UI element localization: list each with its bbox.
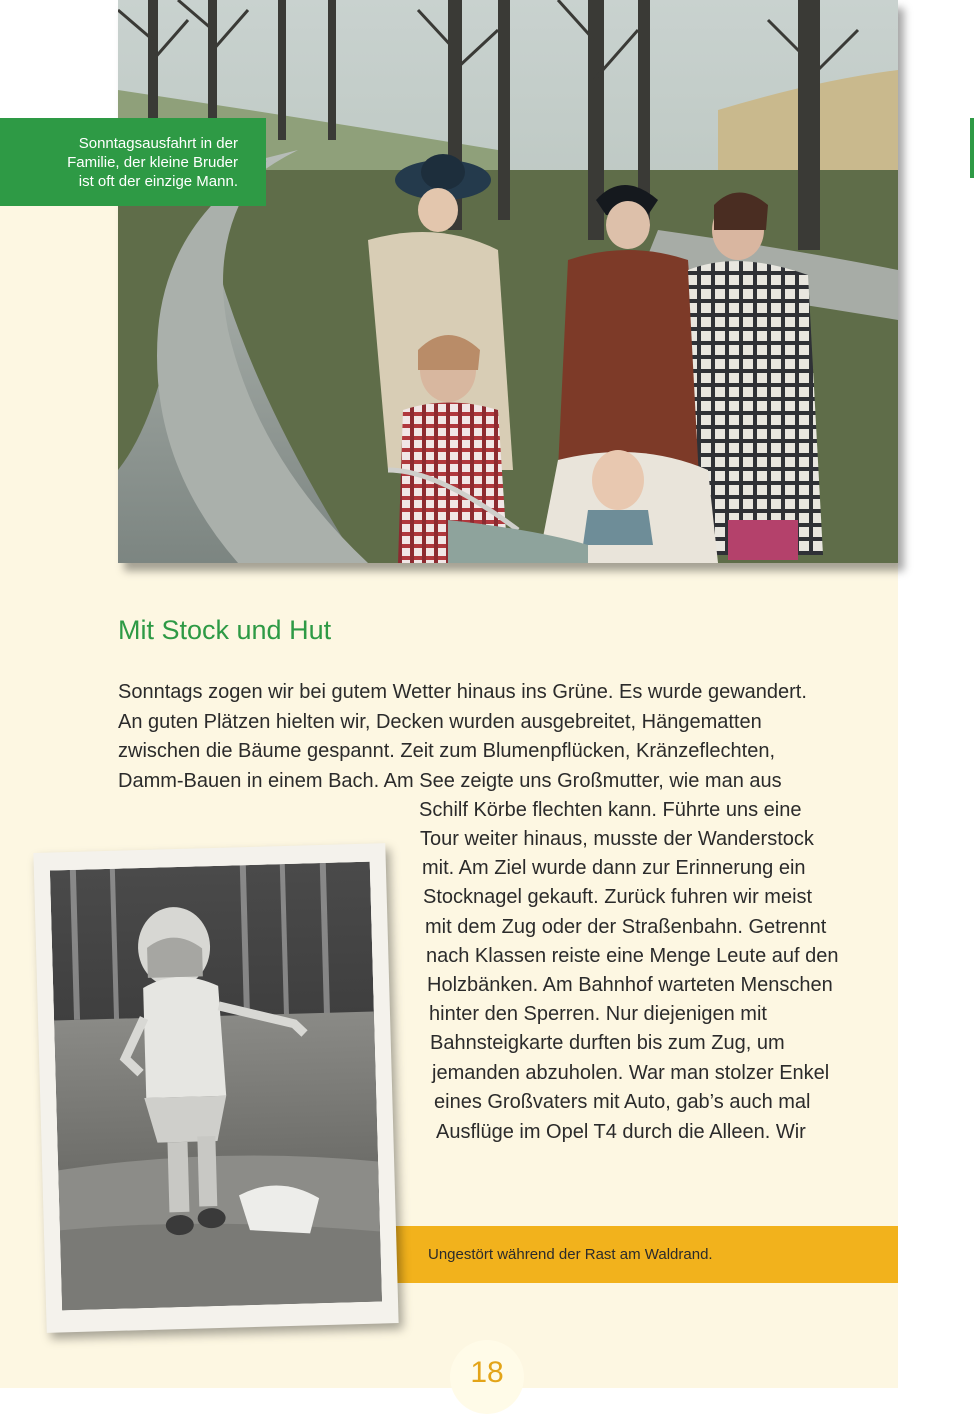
body-line: Bahnsteigkarte durften bis zum Zug, um <box>430 1032 785 1054</box>
body-line: nach Klassen reiste eine Menge Leute auf den <box>426 945 839 967</box>
body-line: Holzbänken. Am Bahnhof warteten Menschen <box>427 974 833 996</box>
body-line: eines Großvaters mit Auto, gab’s auch mal <box>434 1091 811 1113</box>
caption-line: ist oft der einzige Mann. <box>78 173 238 190</box>
body-line: zwischen die Bäume gespannt. Zeit zum Blumenpflücken, Kränzeflechten, <box>118 740 776 762</box>
body-line: Schilf Körbe flechten kann. Führte uns eine <box>419 799 802 821</box>
bottom-photo-caption: Ungestört während der Rast am Waldrand. <box>392 1226 898 1283</box>
edge-accent-bar <box>970 118 974 178</box>
body-line: Ausflüge im Opel T4 durch die Alleen. Wir <box>436 1121 806 1143</box>
top-margin <box>0 0 118 118</box>
caption-line: Familie, der kleine Bruder <box>67 154 238 171</box>
family-outing-photo <box>118 0 898 563</box>
body-line: mit. Am Ziel wurde dann zur Erinnerung ein <box>422 857 806 879</box>
body-line: Damm-Bauen in einem Bach. Am See zeigte uns Großmutter, wie man aus <box>118 770 782 792</box>
body-line: hinter den Sperren. Nur diejenigen mit <box>429 1003 767 1025</box>
caption-line: Sonntagsausfahrt in der <box>78 135 238 152</box>
body-line: jemanden abzuholen. War man stolzer Enkel <box>432 1062 830 1084</box>
page-number: 18 <box>450 1340 524 1414</box>
body-line: An guten Plätzen hielten wir, Decken wurden ausgebreitet, Hängematten <box>118 711 762 733</box>
child-photo-frame <box>33 843 398 1333</box>
body-line: Tour weiter hinaus, musste der Wanderstock <box>420 828 814 850</box>
right-margin <box>898 0 974 1417</box>
child-at-forest-edge-photo <box>50 862 382 1311</box>
body-line: Stocknagel gekauft. Zurück fuhren wir meist <box>423 886 813 908</box>
article-headline: Mit Stock und Hut <box>118 615 332 645</box>
top-photo-caption <box>0 118 266 206</box>
body-line: Sonntags zogen wir bei gutem Wetter hinaus ins Grüne. Es wurde gewandert. <box>118 681 807 703</box>
body-line: mit dem Zug oder der Straßenbahn. Getrennt <box>425 916 827 938</box>
